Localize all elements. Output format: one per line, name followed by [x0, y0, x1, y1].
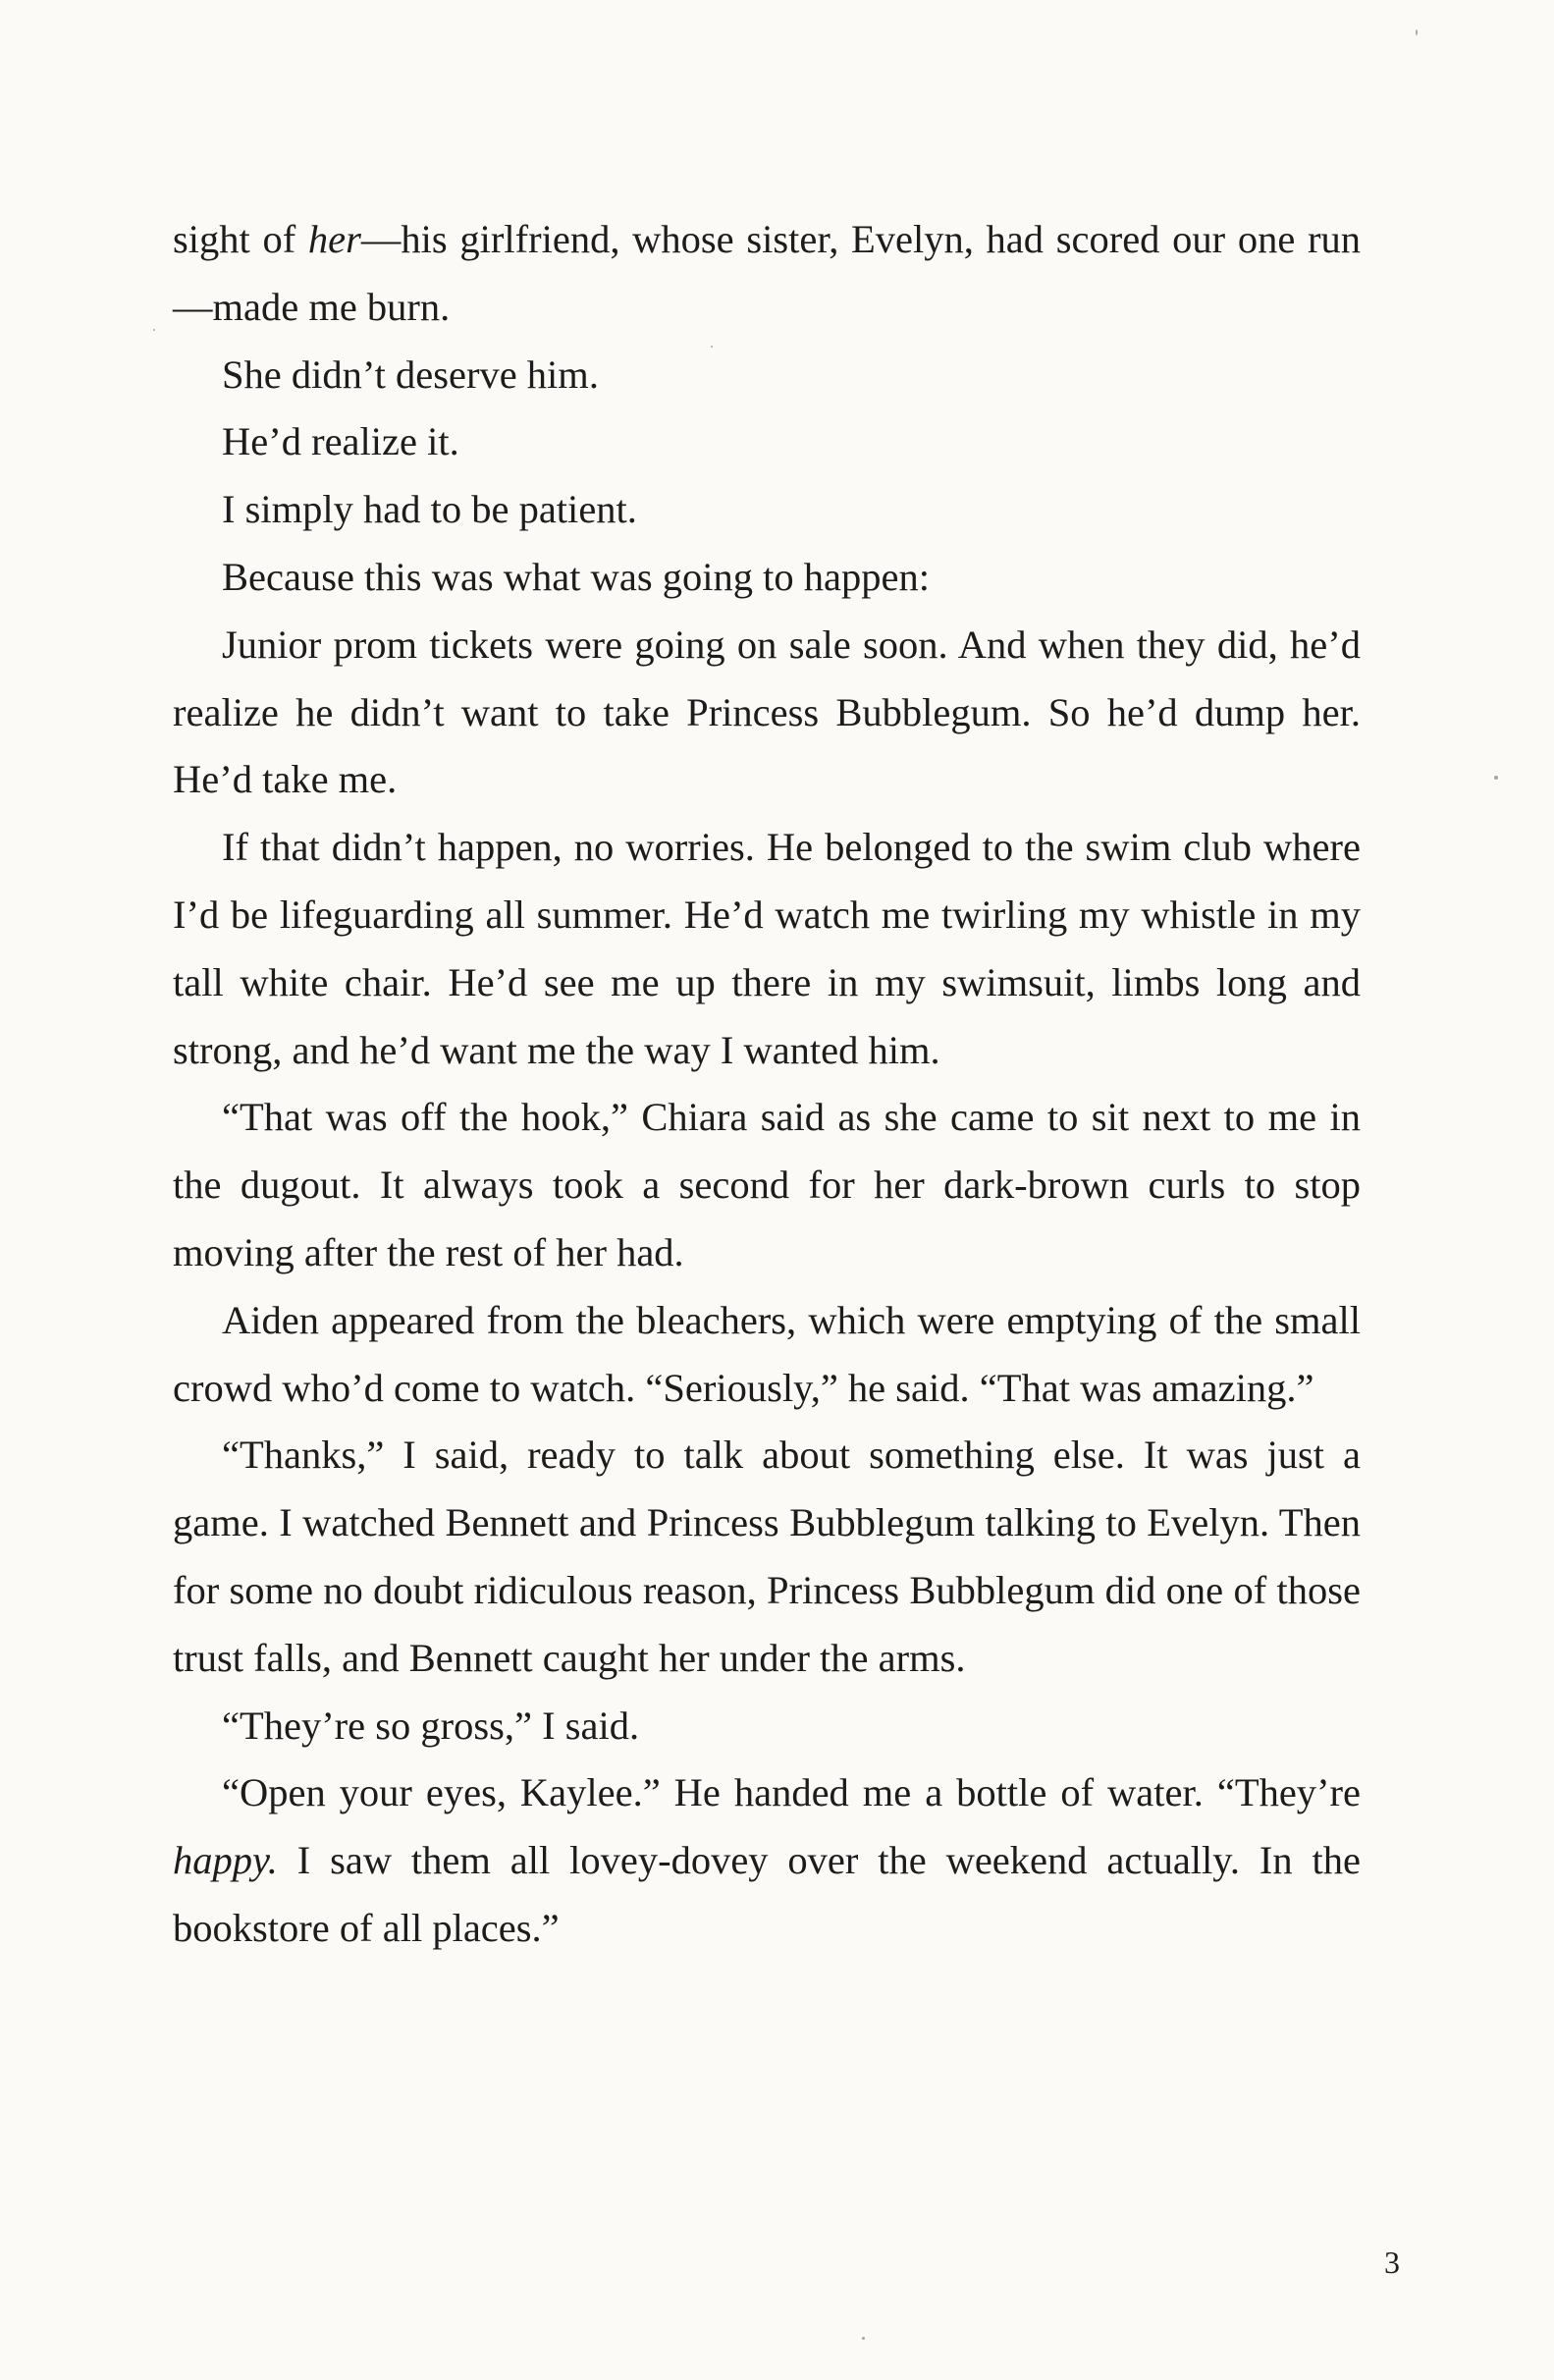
paragraph	[173, 814, 1361, 1084]
text-run: Junior prom tickets were going on sale soon. And when they did, he’d realize he didn’t want to take Princess Bubblegum. So he’d dump her. He’d take me.	[173, 622, 1361, 802]
text-run: She didn’t deserve him.	[222, 352, 599, 397]
text-run: sight of	[173, 217, 308, 261]
paragraph	[173, 408, 1361, 476]
scan-speck	[1494, 776, 1498, 780]
text-run: He’d realize it.	[222, 419, 459, 464]
paragraph	[173, 1759, 1361, 1962]
body-text	[173, 206, 1361, 1963]
text-run: —his girlfriend, whose sister, Evelyn, had scored our one run—made me burn.	[173, 217, 1361, 329]
italic-text-run: happy.	[173, 1838, 278, 1883]
text-run: “Thanks,” I said, ready to talk about something else. It was just a game. I watched Bennett and Princess Bubblegum talking to Evelyn. Then for some no doubt ridiculous reason, Princess Bubblegum did one of those trust falls, and Bennett caught her under the arms.	[173, 1433, 1361, 1680]
italic-text-run: her	[307, 217, 361, 261]
text-run: I simply had to be patient.	[222, 487, 637, 532]
scan-speck	[711, 346, 713, 348]
paragraph	[173, 612, 1361, 814]
paragraph	[173, 206, 1361, 342]
page-number: 3	[1384, 2245, 1400, 2280]
paragraph	[173, 476, 1361, 544]
text-run: “They’re so gross,” I said.	[222, 1703, 640, 1748]
paragraph	[173, 1693, 1361, 1760]
text-run: If that didn’t happen, no worries. He belonged to the swim club where I’d be lifeguarding all summer. He’d watch me twirling my whistle in my tall white chair. He’d see me up there in my swimsuit, limbs long and strong, and he’d want me the way I wanted him.	[173, 825, 1361, 1072]
paragraph	[173, 342, 1361, 409]
scan-speck	[1416, 29, 1418, 35]
text-run: Aiden appeared from the bleachers, which were emptying of the small crowd who’d come to watch. “Seriously,” he said. “That was amazing.”	[173, 1297, 1361, 1410]
text-run: I saw them all lovey-dovey over the weekend actually. In the bookstore of all places.”	[173, 1838, 1361, 1950]
paragraph	[173, 1287, 1361, 1423]
text-run: Because this was what was going to happen:	[222, 554, 930, 599]
scan-speck	[862, 2337, 865, 2340]
text-run: “That was off the hook,” Chiara said as she came to sit next to me in the dugout. It always took a second for her dark-brown curls to stop moving after the rest of her had.	[173, 1095, 1361, 1274]
paragraph	[173, 1422, 1361, 1692]
scan-speck	[153, 329, 155, 331]
paragraph	[173, 544, 1361, 612]
paragraph	[173, 1084, 1361, 1286]
text-run: “Open your eyes, Kaylee.” He handed me a bottle of water. “They’re	[222, 1770, 1361, 1815]
